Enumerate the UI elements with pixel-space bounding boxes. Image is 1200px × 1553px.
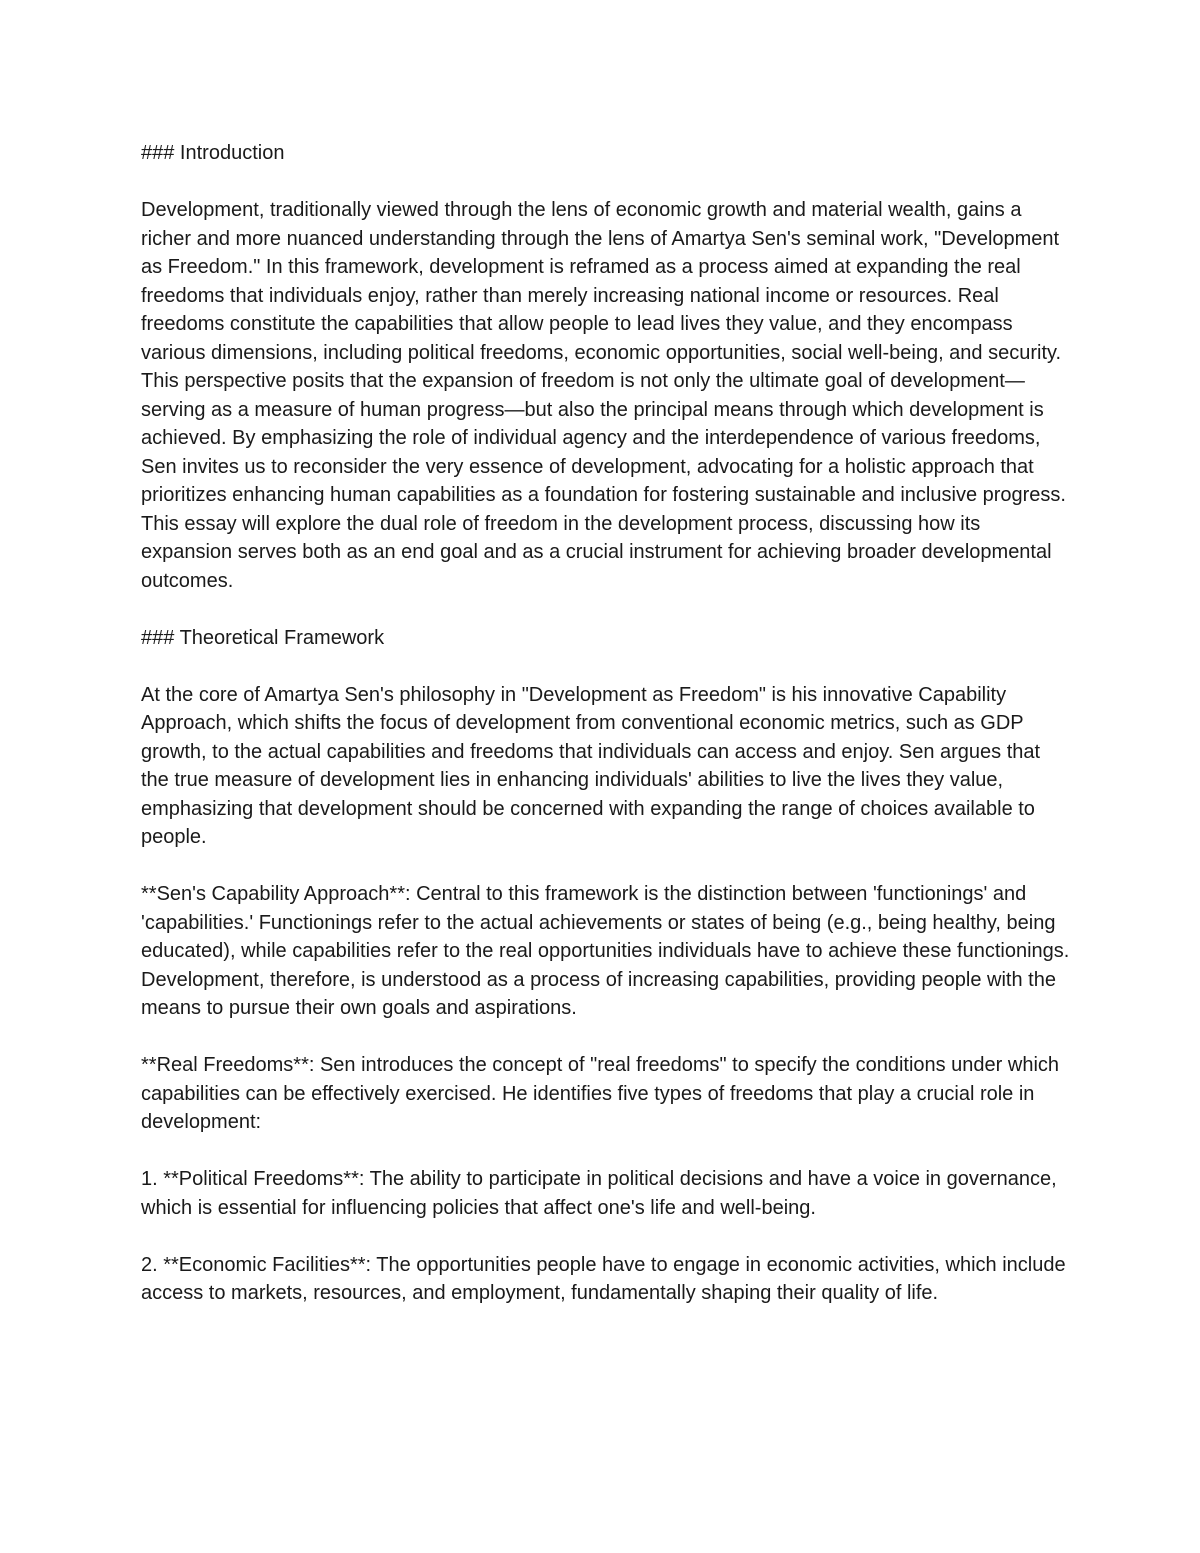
introduction-paragraph: Development, traditionally viewed through the lens of economic growth and material wealth, gains a richer and more nuanced understanding through the lens of Amartya Sen's seminal work, "Development as Freedom." In this framework, development is reframed as a process aimed at expanding the real freedoms that individuals enjoy, rather than merely increasing national income or resources. Real freedoms constitute the capabilities that allow people to lead lives they value, and they encompass various dimensions, including political freedoms, economic opportunities, social well-being, and security. This perspective posits that the expansion of freedom is not only the ultimate goal of development—serving as a measure of human progress—but also the principal means through which development is achieved. By emphasizing the role of individual agency and the interdependence of various freedoms, Sen invites us to reconsider the very essence of development, advocating for a holistic approach that prioritizes enhancing human capabilities as a foundation for fostering sustainable and inclusive progress. This essay will explore the dual role of freedom in the development process, discussing how its expansion serves both as an end goal and as a crucial instrument for achieving broader developmental outcomes. xyxy=(141,199,1066,592)
heading-introduction: ### Introduction xyxy=(141,142,285,164)
framework-paragraph: At the core of Amartya Sen's philosophy in "Development as Freedom" is his innovative Capability Approach, which shifts the focus of development from conventional economic metrics, such as GDP growth, to the actual capabilities and freedoms that individuals can access and enjoy. Sen argues that the true measure of development lies in enhancing individuals' abilities to live the lives they value, emphasizing that development should be concerned with expanding the range of choices available to people. xyxy=(141,683,1041,848)
capability-approach-paragraph: **Sen's Capability Approach**: Central to this framework is the distinction between 'functionings' and 'capabilities.' Functionings refer to the actual achievements or states of being (e.g., being healthy, being educated), while capabilities refer to the real opportunities individuals have to achieve these functionings. Development, therefore, is understood as a process of increasing capabilities, providing people with the means to pursue their own goals and aspirations. xyxy=(141,883,1070,1019)
list-item-economic-facilities: 2. **Economic Facilities**: The opportunities people have to engage in economic activities, which include access to markets, resources, and employment, fundamentally shaping their quality of life. xyxy=(141,1253,1066,1304)
heading-theoretical-framework: ### Theoretical Framework xyxy=(141,626,385,649)
list-item-political-freedoms: 1. **Political Freedoms**: The ability to participate in political decisions and have a voice in governance, which is essential for influencing policies that affect one's life and well-being. xyxy=(141,1168,1057,1219)
real-freedoms-paragraph: **Real Freedoms**: Sen introduces the concept of "real freedoms" to specify the conditions under which capabilities can be effectively exercised. He identifies five types of freedoms that play a crucial role in development: xyxy=(141,1054,1060,1133)
document-page xyxy=(141,139,1071,1308)
